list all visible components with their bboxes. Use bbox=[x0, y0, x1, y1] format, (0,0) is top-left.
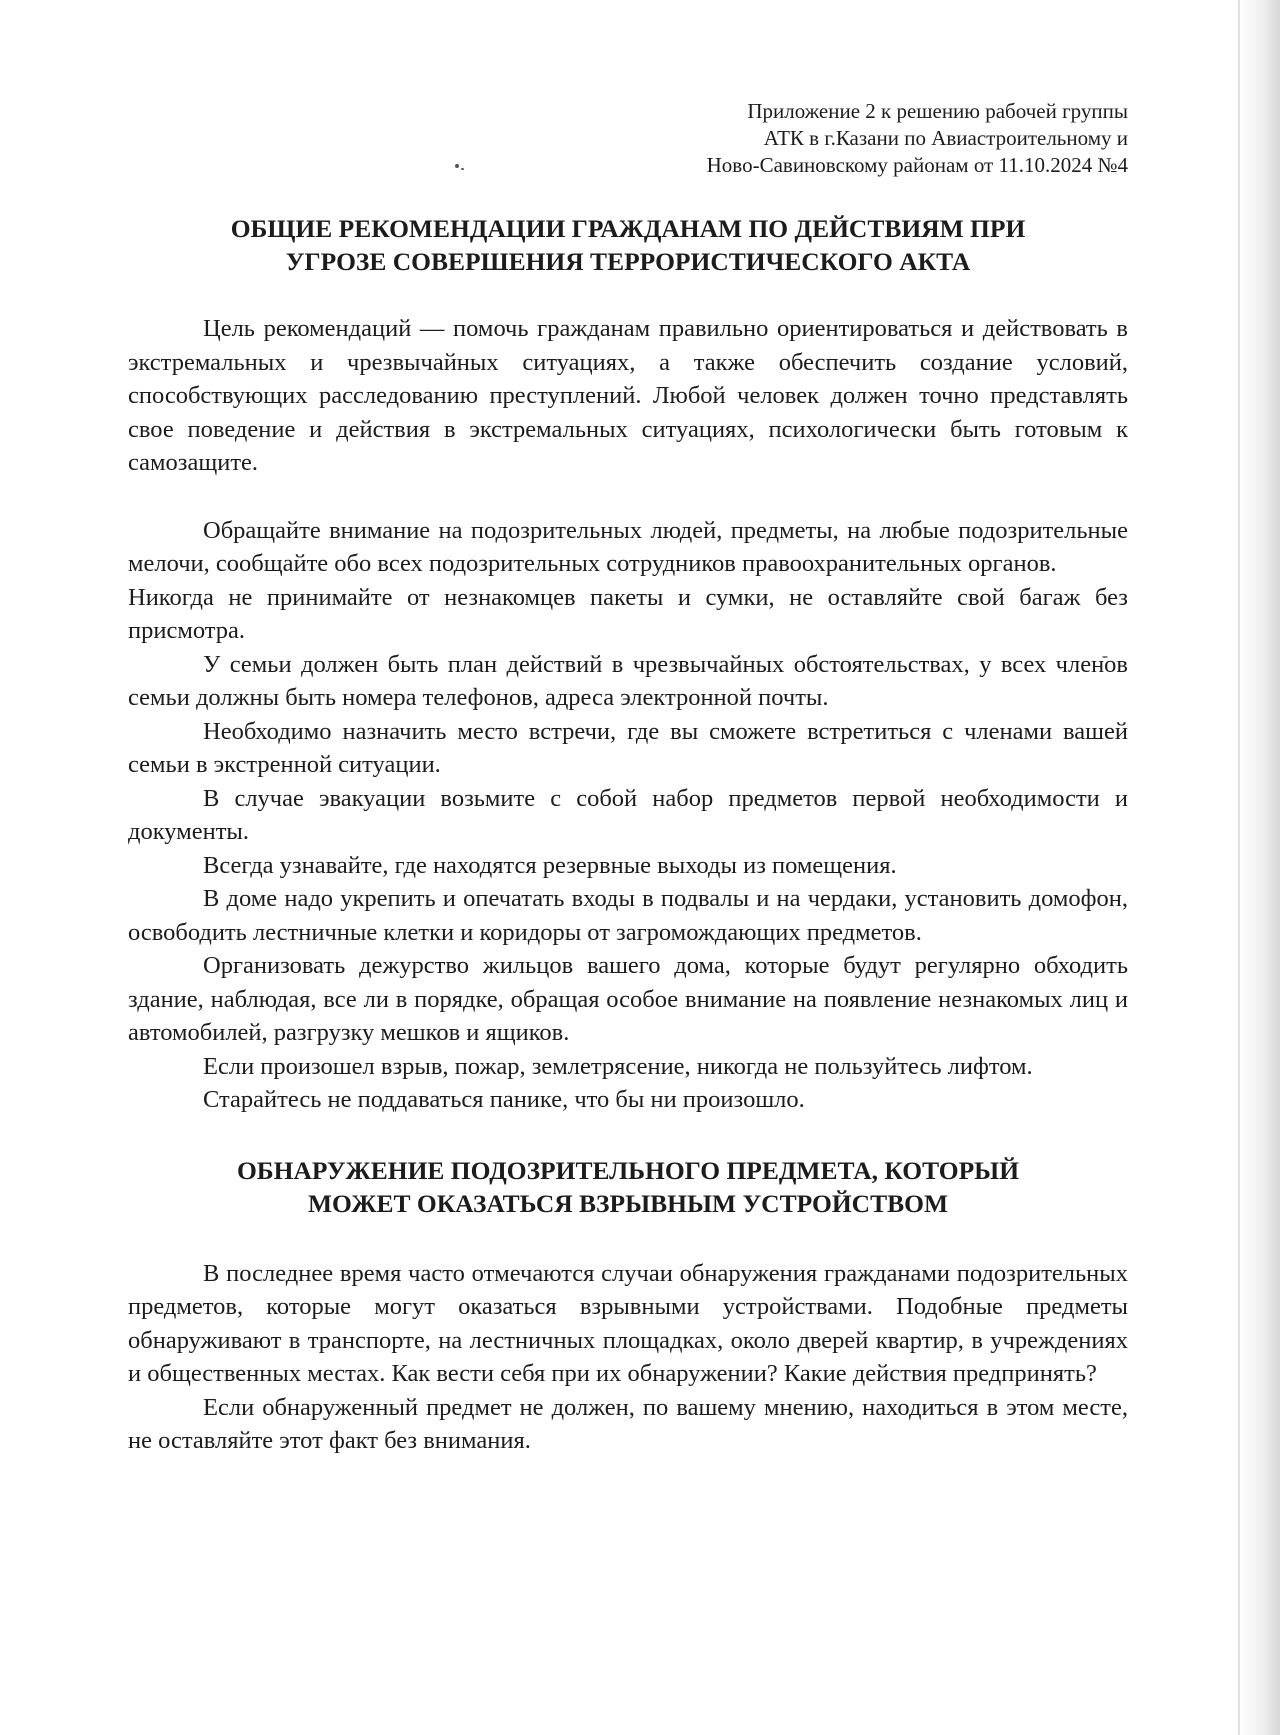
paragraph: В последнее время часто отмечаются случаи обнаружения гражданами подозрительных предметов, которые могут оказаться взрывными устройствами. Подобные предметы обнаруживают в транспорте, на лестничных площадках, около дверей квартир, в учреждениях и общественных местах. Как вести себя при их обнаружении? Какие действия предпринять? bbox=[128, 1259, 1128, 1387]
appendix-note-line: Приложение 2 к решению рабочей группы bbox=[747, 99, 1128, 123]
paragraph: У семьи должен быть план действий в чрезвычайных обстоятельствах, у всех членов семьи должны быть номера телефонов, адреса электронной почты. bbox=[128, 650, 1128, 711]
paragraph: Если обнаруженный предмет не должен, по вашему мнению, находиться в этом месте, не оставляйте этот факт без внимания. bbox=[128, 1393, 1128, 1454]
paragraph: В случае эвакуации возьмите с собой набор предметов первой необходимости и документы. bbox=[128, 784, 1128, 845]
appendix-note-line: АТК в г.Казани по Авиастроительному и bbox=[763, 126, 1128, 150]
paragraph: Всегда узнавайте, где находятся резервные выходы из помещения. bbox=[203, 851, 897, 879]
section-2-title-line: МОЖЕТ ОКАЗАТЬСЯ ВЗРЫВНЫМ УСТРОЙСТВОМ bbox=[307, 1188, 949, 1218]
paragraph: Необходимо назначить место встречи, где вы сможете встретиться с членами вашей семьи в экстренной ситуации. bbox=[128, 717, 1128, 778]
paragraph: Обращайте внимание на подозрительных людей, предметы, на любые подозрительные мелочи, сообщайте обо всех подозрительных сотрудников правоохранительных органов. bbox=[128, 516, 1128, 577]
paragraph: Если произошел взрыв, пожар, землетрясение, никогда не пользуйтесь лифтом. bbox=[203, 1052, 1033, 1080]
section-1-title-line: ОБЩИЕ РЕКОМЕНДАЦИИ ГРАЖДАНАМ ПО ДЕЙСТВИЯМ ПРИ bbox=[230, 214, 1026, 243]
paragraph: Никогда не принимайте от незнакомцев пакеты и сумки, не оставляйте свой багаж без присмотра. bbox=[128, 583, 1128, 644]
section-1-title bbox=[128, 212, 1128, 278]
section-1-title-line: УГРОЗЕ СОВЕРШЕНИЯ ТЕРРОРИСТИЧЕСКОГО АКТА bbox=[285, 247, 971, 276]
document-page bbox=[128, 98, 1128, 1458]
section-2-title-line: ОБНАРУЖЕНИЕ ПОДОЗРИТЕЛЬНОГО ПРЕДМЕТА, КОТОРЫЙ bbox=[236, 1155, 1020, 1185]
paragraph: Старайтесь не поддаваться панике, что бы ни произошло. bbox=[203, 1086, 805, 1113]
intro-paragraph: Цель рекомендаций — помочь гражданам правильно ориентироваться и действовать в экстремальных и чрезвычайных ситуациях, а также обеспечить создание условий, способствующих расследованию преступлений. Любой человек должен точно представлять свое поведение и действия в экстремальных ситуациях, психологически быть готовым к самозащите. bbox=[128, 315, 1128, 476]
appendix-note-line: Ново-Савиновскому районам от 11.10.2024 №4 bbox=[706, 153, 1128, 177]
appendix-note bbox=[128, 98, 1128, 179]
scan-edge-shadow bbox=[1240, 0, 1280, 1735]
section-2-title bbox=[128, 1154, 1128, 1220]
paragraph: В доме надо укрепить и опечатать входы в подвалы и на чердаки, установить домофон, освободить лестничные клетки и коридоры от загромождающих предметов. bbox=[128, 885, 1128, 946]
scan-artifact-line bbox=[1238, 0, 1240, 1735]
paragraph: Организовать дежурство жильцов вашего дома, которые будут регулярно обходить здание, наблюдая, все ли в порядке, обращая особое внимание на появление незнакомых лиц и автомобилей, разгрузку мешков и ящиков. bbox=[128, 952, 1128, 1046]
